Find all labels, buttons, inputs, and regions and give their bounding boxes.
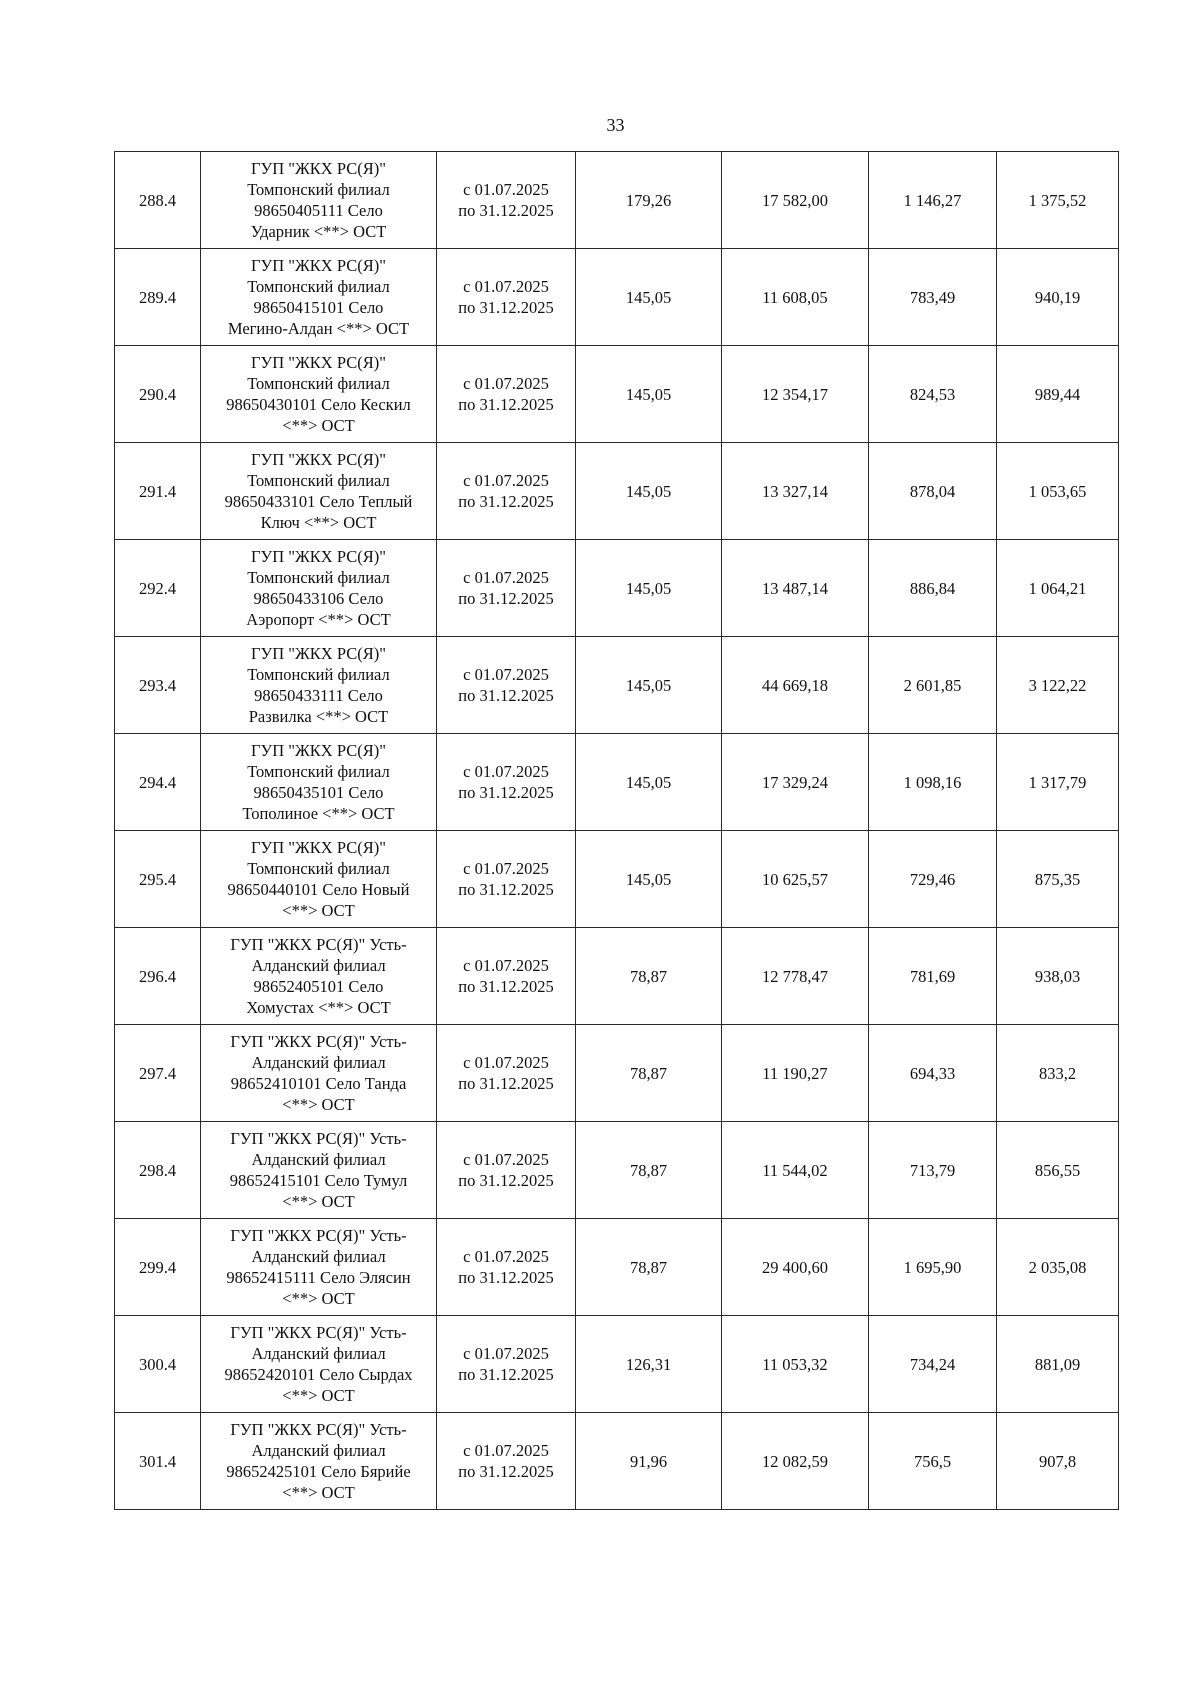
value-cell-4: 1 064,21 (997, 540, 1119, 637)
value-cell-3: 694,33 (869, 1025, 997, 1122)
value-cell-1: 145,05 (576, 443, 722, 540)
organization-line: 98650415101 Село (253, 298, 384, 317)
table-row (115, 1413, 1119, 1510)
period-cell (437, 1316, 576, 1413)
value-cell-4: 833,2 (997, 1025, 1119, 1122)
value-cell-2: 29 400,60 (722, 1219, 869, 1316)
organization-line: 98652425101 Село Бярийе (226, 1462, 411, 1481)
organization-line: Томпонский филиал (247, 180, 390, 199)
value-cell-3: 1 146,27 (869, 152, 997, 249)
organization-line: Алданский филиал (251, 1247, 386, 1266)
value-cell-2: 12 354,17 (722, 346, 869, 443)
organization-line: 98650433111 Село (254, 686, 383, 705)
row-number-cell: 291.4 (115, 443, 201, 540)
value-cell-3: 878,04 (869, 443, 997, 540)
value-cell-1: 126,31 (576, 1316, 722, 1413)
period-line: с 01.07.2025 (463, 1441, 549, 1460)
table-row (115, 346, 1119, 443)
period-cell (437, 443, 576, 540)
organization-cell (201, 637, 437, 734)
period-line: с 01.07.2025 (463, 277, 549, 296)
value-cell-2: 11 053,32 (722, 1316, 869, 1413)
period-line: по 31.12.2025 (458, 1365, 554, 1384)
organization-cell (201, 540, 437, 637)
row-number-cell: 290.4 (115, 346, 201, 443)
organization-line: ГУП "ЖКХ РС(Я)" (251, 353, 386, 372)
period-line: с 01.07.2025 (463, 1053, 549, 1072)
organization-line: 98650430101 Село Кескил (226, 395, 411, 414)
value-cell-1: 179,26 (576, 152, 722, 249)
period-cell (437, 1413, 576, 1510)
organization-line: ГУП "ЖКХ РС(Я)" (251, 547, 386, 566)
organization-line: Томпонский филиал (247, 762, 390, 781)
period-line: по 31.12.2025 (458, 783, 554, 802)
organization-line: 98650433101 Село Теплый (224, 492, 413, 511)
period-cell (437, 831, 576, 928)
period-line: по 31.12.2025 (458, 492, 554, 511)
value-cell-3: 783,49 (869, 249, 997, 346)
organization-line: 98652420101 Село Сырдах (224, 1365, 413, 1384)
period-line: с 01.07.2025 (463, 762, 549, 781)
tariff-table (114, 151, 1119, 1510)
row-number-cell: 300.4 (115, 1316, 201, 1413)
value-cell-1: 145,05 (576, 637, 722, 734)
period-cell (437, 249, 576, 346)
organization-line: <**> ОСТ (282, 1192, 355, 1211)
organization-line: 98650435101 Село (253, 783, 384, 802)
organization-cell (201, 152, 437, 249)
organization-line: Алданский филиал (251, 1053, 386, 1072)
organization-line: Алданский филиал (251, 1344, 386, 1363)
organization-line: Ключ <**> ОСТ (260, 513, 377, 532)
organization-line: 98652415101 Село Тумул (229, 1171, 408, 1190)
organization-line: Томпонский филиал (247, 471, 390, 490)
organization-line: ГУП "ЖКХ РС(Я)" Усть- (230, 935, 407, 954)
organization-cell (201, 443, 437, 540)
organization-line: ГУП "ЖКХ РС(Я)" Усть- (230, 1323, 407, 1342)
value-cell-1: 78,87 (576, 1219, 722, 1316)
organization-line: Томпонский филиал (247, 277, 390, 296)
value-cell-4: 1 317,79 (997, 734, 1119, 831)
table-row (115, 1122, 1119, 1219)
row-number-cell: 289.4 (115, 249, 201, 346)
value-cell-2: 11 608,05 (722, 249, 869, 346)
value-cell-2: 44 669,18 (722, 637, 869, 734)
period-cell (437, 152, 576, 249)
value-cell-4: 2 035,08 (997, 1219, 1119, 1316)
period-line: с 01.07.2025 (463, 374, 549, 393)
period-line: с 01.07.2025 (463, 665, 549, 684)
period-cell (437, 540, 576, 637)
organization-line: 98652410101 Село Танда (230, 1074, 407, 1093)
organization-line: 98650440101 Село Новый (227, 880, 410, 899)
value-cell-1: 145,05 (576, 831, 722, 928)
value-cell-1: 145,05 (576, 734, 722, 831)
organization-line: <**> ОСТ (282, 1289, 355, 1308)
value-cell-1: 91,96 (576, 1413, 722, 1510)
organization-line: Алданский филиал (251, 1150, 386, 1169)
table-row (115, 831, 1119, 928)
organization-line: ГУП "ЖКХ РС(Я)" (251, 644, 386, 663)
period-cell (437, 346, 576, 443)
row-number-cell: 301.4 (115, 1413, 201, 1510)
period-line: с 01.07.2025 (463, 859, 549, 878)
page-number: 33 (606, 115, 625, 135)
organization-cell (201, 346, 437, 443)
organization-line: <**> ОСТ (282, 1483, 355, 1502)
value-cell-1: 78,87 (576, 1122, 722, 1219)
period-line: по 31.12.2025 (458, 298, 554, 317)
organization-line: Томпонский филиал (247, 374, 390, 393)
value-cell-1: 145,05 (576, 249, 722, 346)
organization-line: ГУП "ЖКХ РС(Я)" Усть- (230, 1032, 407, 1051)
organization-line: Томпонский филиал (247, 568, 390, 587)
row-number-cell: 295.4 (115, 831, 201, 928)
value-cell-3: 713,79 (869, 1122, 997, 1219)
period-line: с 01.07.2025 (463, 471, 549, 490)
table-row (115, 249, 1119, 346)
value-cell-3: 734,24 (869, 1316, 997, 1413)
organization-line: Томпонский филиал (247, 859, 390, 878)
value-cell-3: 1 098,16 (869, 734, 997, 831)
value-cell-3: 756,5 (869, 1413, 997, 1510)
period-cell (437, 928, 576, 1025)
value-cell-1: 78,87 (576, 928, 722, 1025)
organization-line: ГУП "ЖКХ РС(Я)" Усть- (230, 1226, 407, 1245)
row-number-cell: 299.4 (115, 1219, 201, 1316)
organization-line: <**> ОСТ (282, 1386, 355, 1405)
value-cell-4: 940,19 (997, 249, 1119, 346)
organization-line: Ударник <**> ОСТ (250, 222, 387, 241)
period-cell (437, 1025, 576, 1122)
period-line: по 31.12.2025 (458, 686, 554, 705)
period-line: по 31.12.2025 (458, 880, 554, 899)
organization-line: Развилка <**> ОСТ (248, 707, 389, 726)
value-cell-3: 729,46 (869, 831, 997, 928)
value-cell-1: 145,05 (576, 540, 722, 637)
value-cell-2: 12 082,59 (722, 1413, 869, 1510)
value-cell-4: 875,35 (997, 831, 1119, 928)
period-line: по 31.12.2025 (458, 1074, 554, 1093)
period-cell (437, 1122, 576, 1219)
organization-line: ГУП "ЖКХ РС(Я)" (251, 159, 386, 178)
value-cell-4: 989,44 (997, 346, 1119, 443)
period-line: по 31.12.2025 (458, 1462, 554, 1481)
value-cell-4: 1 053,65 (997, 443, 1119, 540)
organization-line: Алданский филиал (251, 956, 386, 975)
period-cell (437, 734, 576, 831)
table-row (115, 540, 1119, 637)
table-row (115, 928, 1119, 1025)
organization-cell (201, 1219, 437, 1316)
organization-cell (201, 1122, 437, 1219)
period-line: по 31.12.2025 (458, 589, 554, 608)
value-cell-3: 781,69 (869, 928, 997, 1025)
row-number-cell: 298.4 (115, 1122, 201, 1219)
value-cell-1: 78,87 (576, 1025, 722, 1122)
value-cell-3: 824,53 (869, 346, 997, 443)
table-row (115, 734, 1119, 831)
organization-line: Алданский филиал (251, 1441, 386, 1460)
period-line: с 01.07.2025 (463, 1150, 549, 1169)
organization-line: ГУП "ЖКХ РС(Я)" (251, 838, 386, 857)
value-cell-4: 881,09 (997, 1316, 1119, 1413)
organization-line: 98652405101 Село (253, 977, 384, 996)
period-line: по 31.12.2025 (458, 1268, 554, 1287)
period-line: с 01.07.2025 (463, 568, 549, 587)
value-cell-2: 10 625,57 (722, 831, 869, 928)
table-row (115, 152, 1119, 249)
value-cell-2: 17 582,00 (722, 152, 869, 249)
period-line: с 01.07.2025 (463, 1247, 549, 1266)
table-row (115, 1316, 1119, 1413)
period-line: с 01.07.2025 (463, 1344, 549, 1363)
period-cell (437, 637, 576, 734)
organization-line: <**> ОСТ (282, 1095, 355, 1114)
table-body (115, 152, 1119, 1510)
table-row (115, 637, 1119, 734)
organization-line: ГУП "ЖКХ РС(Я)" (251, 256, 386, 275)
value-cell-2: 13 487,14 (722, 540, 869, 637)
table-row (115, 1219, 1119, 1316)
organization-line: Мегино-Алдан <**> ОСТ (227, 319, 410, 338)
organization-line: 98652415111 Село Элясин (226, 1268, 411, 1287)
organization-line: 98650405111 Село (254, 201, 383, 220)
value-cell-4: 907,8 (997, 1413, 1119, 1510)
organization-cell (201, 1413, 437, 1510)
row-number-cell: 296.4 (115, 928, 201, 1025)
row-number-cell: 297.4 (115, 1025, 201, 1122)
period-line: по 31.12.2025 (458, 395, 554, 414)
organization-line: Тополиное <**> ОСТ (242, 804, 395, 823)
table-row (115, 1025, 1119, 1122)
row-number-cell: 288.4 (115, 152, 201, 249)
value-cell-3: 1 695,90 (869, 1219, 997, 1316)
value-cell-4: 1 375,52 (997, 152, 1119, 249)
row-number-cell: 294.4 (115, 734, 201, 831)
row-number-cell: 293.4 (115, 637, 201, 734)
value-cell-2: 12 778,47 (722, 928, 869, 1025)
value-cell-2: 11 544,02 (722, 1122, 869, 1219)
organization-cell (201, 928, 437, 1025)
value-cell-2: 13 327,14 (722, 443, 869, 540)
organization-cell (201, 249, 437, 346)
organization-line: <**> ОСТ (282, 416, 355, 435)
value-cell-1: 145,05 (576, 346, 722, 443)
period-line: с 01.07.2025 (463, 956, 549, 975)
organization-line: <**> ОСТ (282, 901, 355, 920)
organization-cell (201, 1025, 437, 1122)
value-cell-2: 11 190,27 (722, 1025, 869, 1122)
period-line: по 31.12.2025 (458, 977, 554, 996)
organization-cell (201, 1316, 437, 1413)
value-cell-3: 2 601,85 (869, 637, 997, 734)
organization-line: ГУП "ЖКХ РС(Я)" (251, 741, 386, 760)
organization-line: ГУП "ЖКХ РС(Я)" (251, 450, 386, 469)
organization-line: Аэропорт <**> ОСТ (246, 610, 391, 629)
value-cell-4: 856,55 (997, 1122, 1119, 1219)
value-cell-2: 17 329,24 (722, 734, 869, 831)
period-line: с 01.07.2025 (463, 180, 549, 199)
table-row (115, 443, 1119, 540)
organization-line: 98650433106 Село (253, 589, 384, 608)
period-line: по 31.12.2025 (458, 1171, 554, 1190)
period-cell (437, 1219, 576, 1316)
row-number-cell: 292.4 (115, 540, 201, 637)
value-cell-3: 886,84 (869, 540, 997, 637)
organization-line: ГУП "ЖКХ РС(Я)" Усть- (230, 1420, 407, 1439)
organization-cell (201, 734, 437, 831)
period-line: по 31.12.2025 (458, 201, 554, 220)
organization-cell (201, 831, 437, 928)
value-cell-4: 3 122,22 (997, 637, 1119, 734)
organization-line: ГУП "ЖКХ РС(Я)" Усть- (230, 1129, 407, 1148)
organization-line: Томпонский филиал (247, 665, 390, 684)
organization-line: Хомустах <**> ОСТ (246, 998, 391, 1017)
value-cell-4: 938,03 (997, 928, 1119, 1025)
